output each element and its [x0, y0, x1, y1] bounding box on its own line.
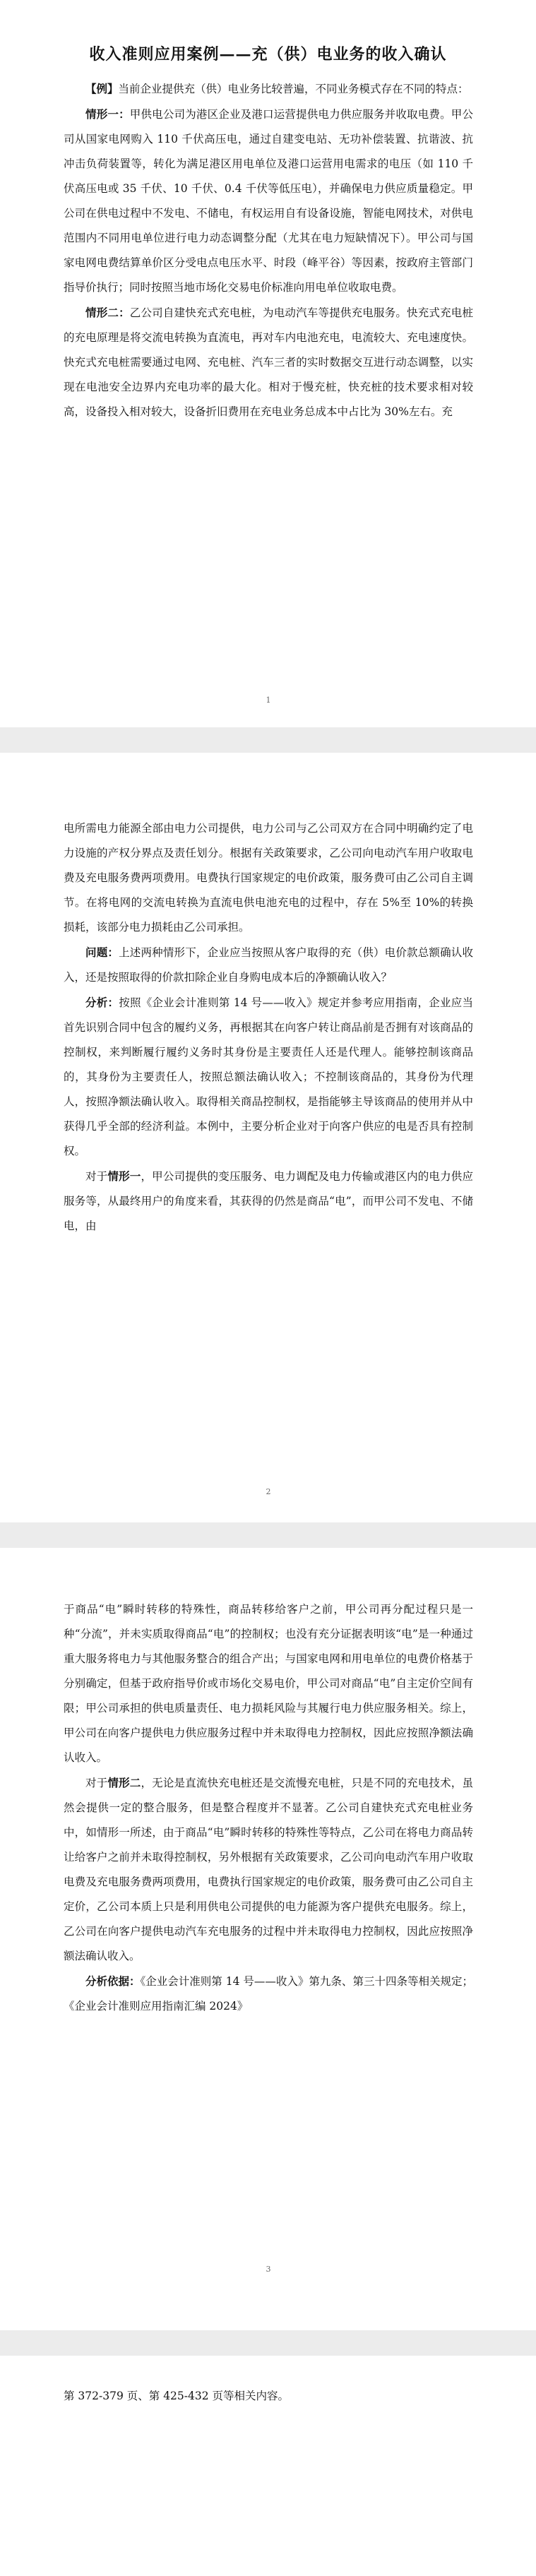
page-gap — [0, 2330, 536, 2356]
page-2 — [0, 753, 536, 1522]
paragraph — [64, 76, 473, 102]
paragraph — [64, 940, 473, 990]
page-4 — [0, 2356, 536, 2576]
paragraph-lead: 问题： — [85, 946, 119, 959]
page-number: 1 — [266, 696, 271, 705]
paragraph — [64, 816, 473, 940]
paragraph — [64, 990, 473, 1164]
page-gap — [0, 1522, 536, 1548]
paragraph-lead: 情形一： — [85, 107, 130, 121]
page-number: 2 — [266, 1487, 271, 1496]
inline-lead: 情形二 — [107, 1776, 141, 1789]
paragraph-text: 甲供电公司为港区企业及港口运营提供电力供应服务并收取电费。甲公司从国家电网购入 110 千伏高压电，通过自建变电站、无功补偿装置、抗谐波、抗冲击负荷装置等，转化为满足港区用电单位及港口运营用电需求的电压（如 110 千伏高压电或 35 千伏、10 千伏、0.4 千伏等低压电），并确保电力供应质量稳定。甲公司在供电过程中不发电、不储电，有权运用自有设备设施，智能电网技术，对供电范围内不同用电单位进行电力动态调整分配（尤其在电力短缺情况下）。甲公司与国家电网电费结算单价区分受电点电压水平、时段（峰平谷）等因素，按政府主管部门指导价执行；同时按照当地市场化交易电价标准向用电单位收取电费。 — [64, 108, 473, 294]
paragraph-text: 对于情形一，甲公司提供的变压服务、电力调配及电力传输或港区内的电力供应服务等，从最终用户的角度来看，其获得的仍然是商品“电”，而甲公司不发电、不储电，由 — [64, 1169, 473, 1232]
page-3 — [0, 1548, 536, 2330]
paragraph-lead: 分析依据： — [85, 1974, 141, 1988]
paragraph-text: 乙公司自建快充式充电桩，为电动汽车等提供充电服务。快充式充电桩的充电原理是将交流电转换为直流电，再对车内电池充电，电流较大、充电速度快。快充式充电桩需要通过电网、充电桩、汽车三者的实时数据交互进行动态调整，以实现在电池安全边界内充电功率的最大化。相对于慢充桩，快充桩的技术要求相对较高，设备投入相对较大，设备折旧费用在充电业务总成本中占比为 30%左右。充 — [64, 306, 473, 418]
paragraph — [64, 102, 473, 300]
paragraph-text: 《企业会计准则第 14 号——收入》第九条、第三十四条等相关规定；《企业会计准则应用指南汇编 2024》 — [64, 1975, 473, 2012]
paragraph-text: 对于情形二，无论是直流快充电桩还是交流慢充电桩，只是不同的充电技术，虽然会提供一定的整合服务，但是整合程度并不显著。乙公司自建快充式充电桩业务中，如情形一所述，由于商品“电”瞬时转移的特殊性等特点，乙公司在将电力商品转让给客户之前并未取得控制权，另外根据有关政策要求，乙公司向电动汽车用户收取电费及充电服务费两项费用，电费执行国家规定的电价政策，服务费可由乙公司自主定价，乙公司本质上只是利用供电公司提供的电力能源为客户提供充电服务。综上，乙公司在向客户提供电动汽车充电服务的过程中并未取得电力控制权，因此应按照净额法确认收入。 — [64, 1776, 473, 1962]
paragraph — [64, 1597, 473, 1770]
page-number: 3 — [266, 2265, 271, 2274]
document-title: 收入准则应用案例——充（供）电业务的收入确认 — [89, 45, 447, 64]
paragraph-lead: 情形二： — [85, 306, 130, 319]
paragraph-text: 第 372-379 页、第 425-432 页等相关内容。 — [64, 2390, 290, 2402]
page-gap — [0, 727, 536, 753]
paragraph-lead: 分析： — [85, 996, 119, 1009]
paragraph — [64, 2384, 473, 2409]
page-1 — [0, 0, 536, 727]
paragraph-text: 当前企业提供充（供）电业务比较普遍，不同业务模式存在不同的特点： — [118, 83, 469, 95]
paragraph — [64, 1969, 473, 2019]
paragraph — [64, 1770, 473, 1969]
paragraph — [64, 300, 473, 424]
paragraph — [64, 1164, 473, 1239]
paragraph-text: 上述两种情形下，企业应当按照从客户取得的充（供）电价款总额确认收入，还是按照取得的价款扣除企业自身购电成本后的净额确认收入？ — [64, 946, 473, 984]
paragraph-text: 电所需电力能源全部由电力公司提供，电力公司与乙公司双方在合同中明确约定了电力设施的产权分界点及责任划分。根据有关政策要求，乙公司向电动汽车用户收取电费及充电服务费两项费用。电费执行国家规定的电价政策，服务费可由乙公司自主调节。在将电网的交流电转换为直流电供电池充电的过程中，存在 5%至 10%的转换损耗，该部分电力损耗由乙公司承担。 — [64, 822, 473, 934]
paragraph-text: 按照《企业会计准则第 14 号——收入》规定并参考应用指南，企业应当首先识别合同中包含的履约义务，再根据其在向客户转让商品前是否拥有对该商品的控制权，来判断履行履约义务时其身份是主要责任人还是代理人。能够控制该商品的，其身份为主要责任人，按照总额法确认收入；不控制该商品的，其身份为代理人，按照净额法确认收入。取得相关商品控制权，是指能够主导该商品的使用并从中获得几乎全部的经济利益。本例中，主要分析企业对于向客户供应的电是否具有控制权。 — [64, 996, 473, 1157]
paragraph-lead: 【例】 — [85, 82, 119, 95]
paragraph-text: 于商品“电”瞬时转移的特殊性，商品转移给客户之前，甲公司再分配过程只是一种“分流”，并未实质取得商品“电”的控制权；也没有充分证据表明该“电”是一种通过重大服务将电力与其他服务整合的组合产出；与国家电网和用电单位的电费价格基于分别确定，但基于政府指导价或市场化交易电价，甲公司对商品“电”自主定价空间有限；甲公司承担的供电质量责任、电力损耗风险与其履行电力供应服务相关。综上，甲公司在向客户提供电力供应服务过程中并未取得电力控制权，因此应按照净额法确认收入。 — [64, 1603, 473, 1764]
inline-lead: 情形一 — [107, 1169, 141, 1183]
